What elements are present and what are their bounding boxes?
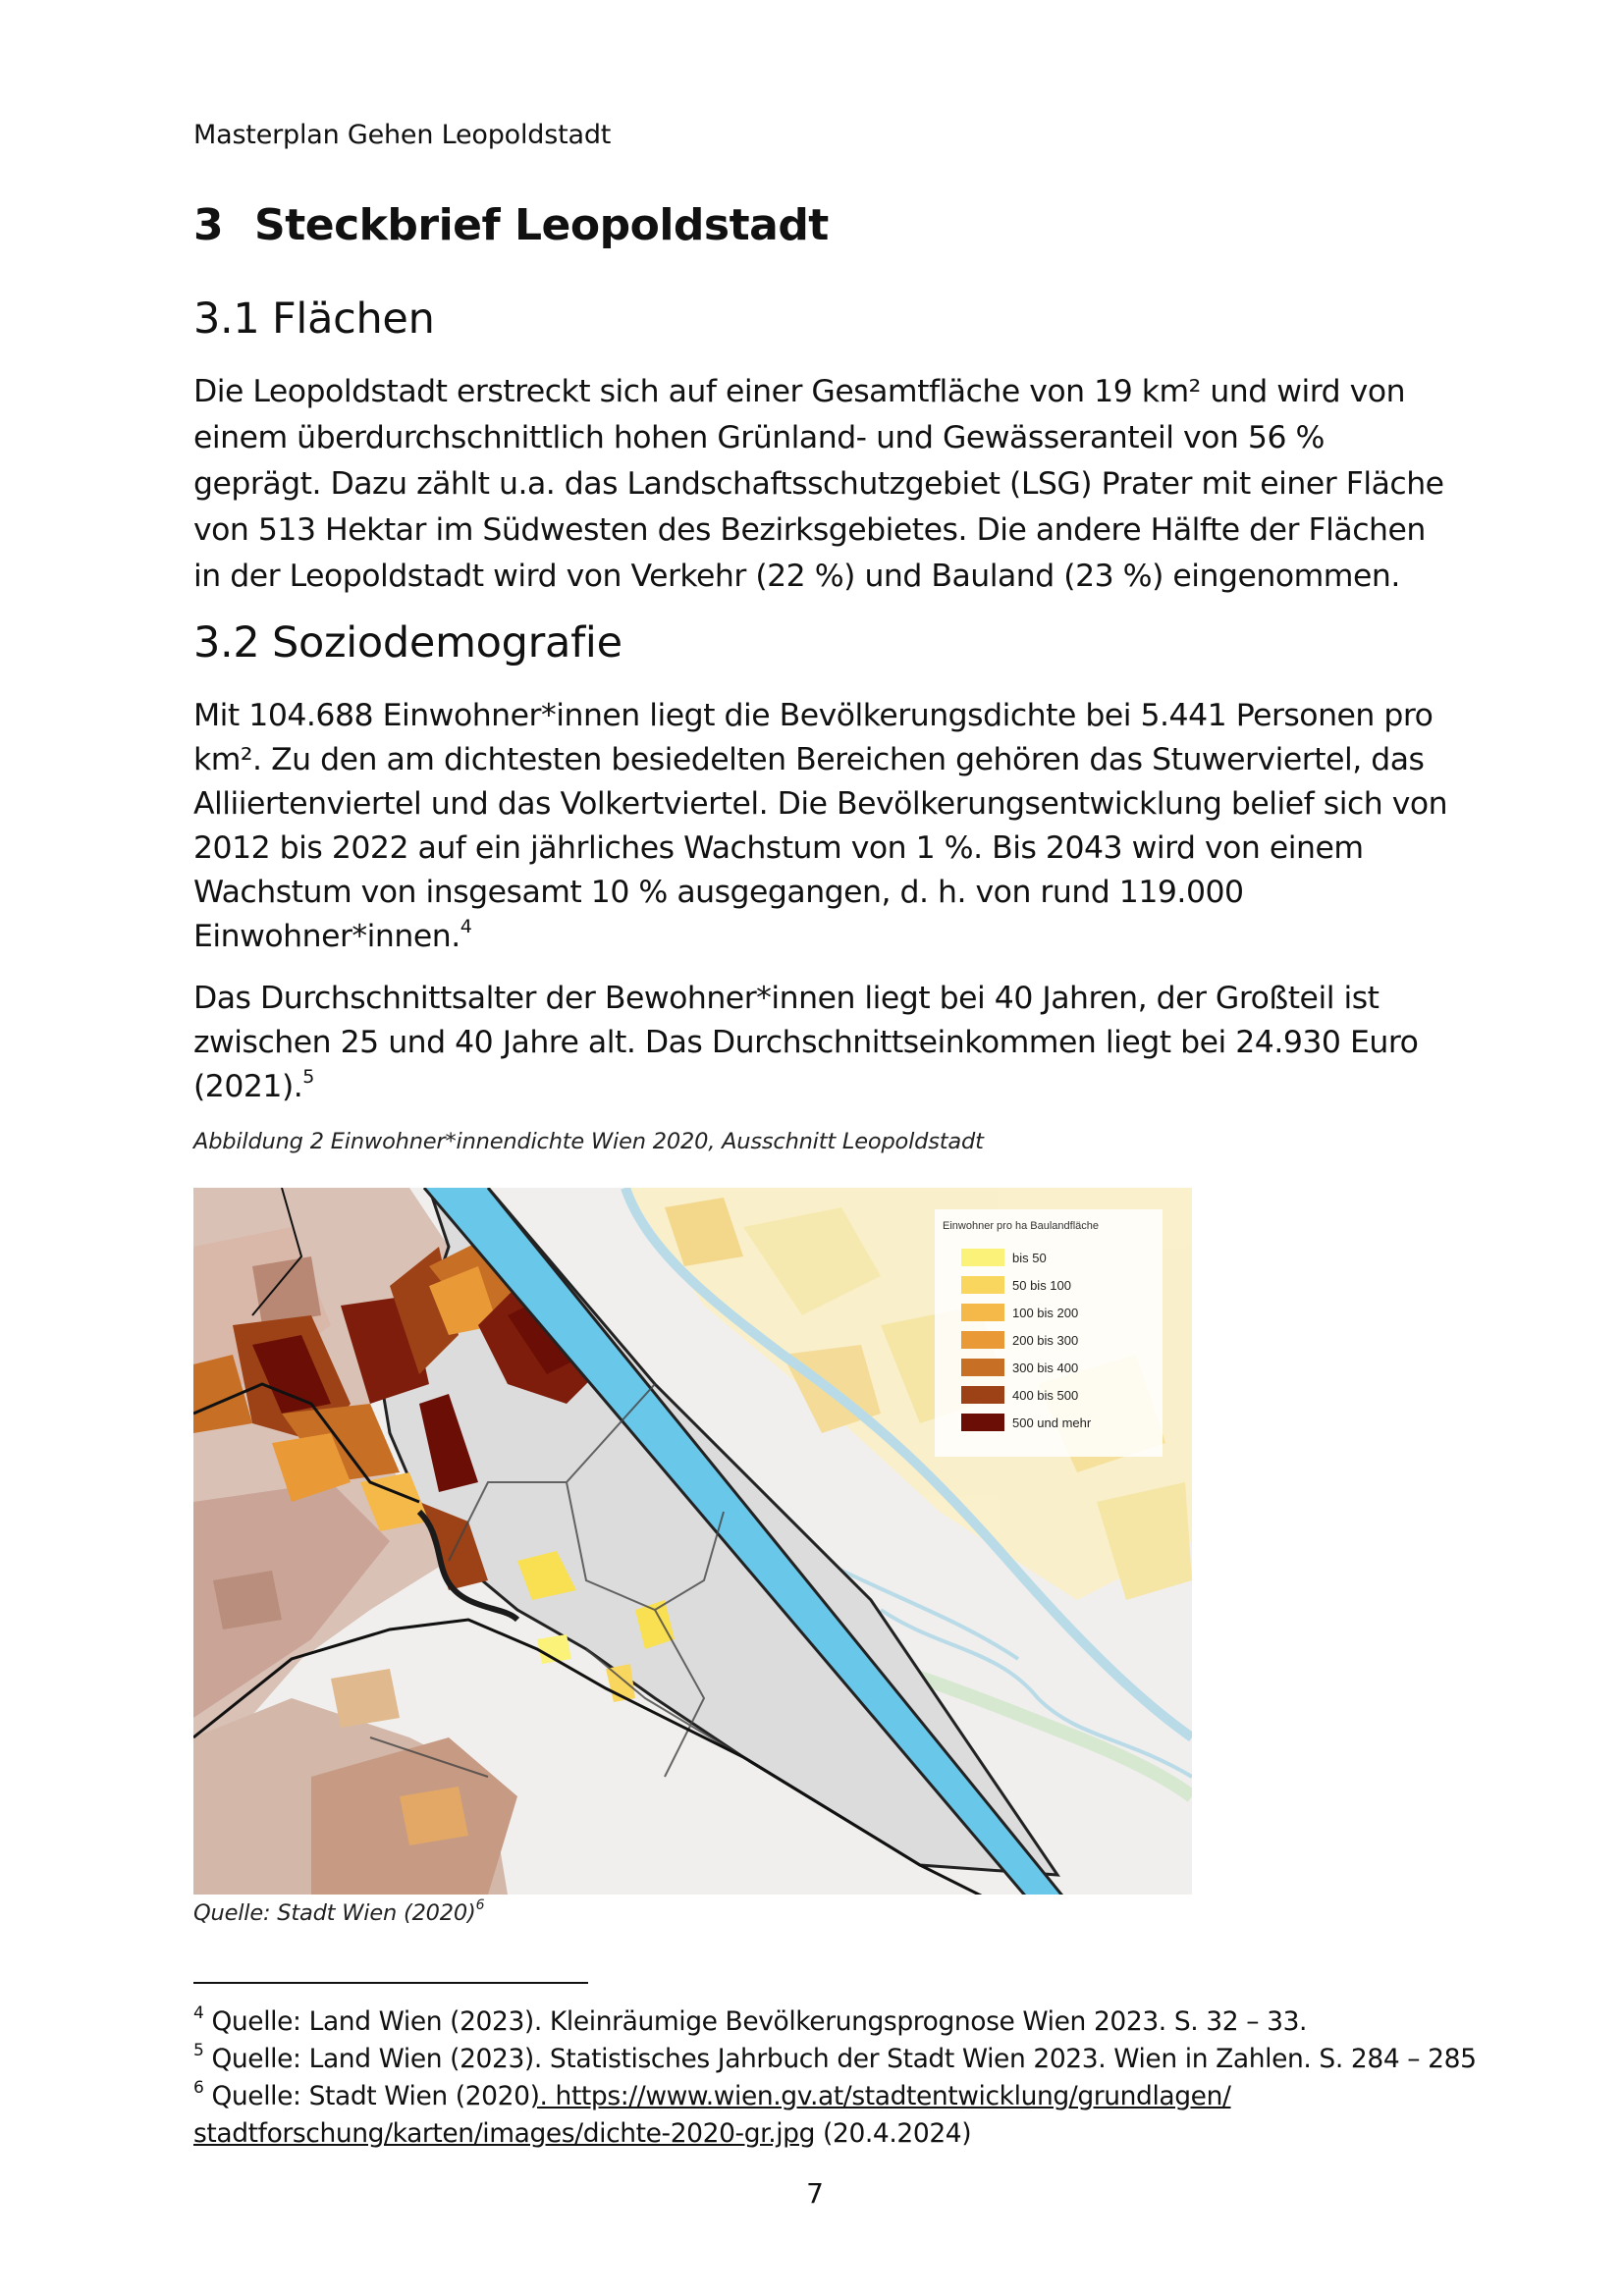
subsection-number: 3.2 [193, 618, 260, 667]
paragraph-text: Das Durchschnittsalter der Bewohner*innen liegt bei 40 Jahren, der Großteil ist zwischen 25 und 40 Jahre alt. Das Durchschnittseinkommen liegt bei 24.930 Euro (2021). [193, 981, 1419, 1104]
paragraph-bevoelkerung [193, 694, 1460, 959]
footnote-ref-4[interactable]: 4 [460, 915, 472, 937]
map-legend [935, 1209, 1163, 1457]
footnote-6 [193, 2078, 1231, 2111]
source-text: Quelle: Stadt Wien (2020) [193, 1900, 476, 1926]
legend-label: 100 bis 200 [1012, 1306, 1079, 1320]
footnote-6-continued [193, 2118, 971, 2149]
legend-label: 200 bis 300 [1012, 1333, 1079, 1348]
legend-label: 500 und mehr [1012, 1415, 1092, 1430]
section-title: Steckbrief Leopoldstadt [254, 200, 829, 250]
paragraph-alter-einkommen [193, 977, 1460, 1109]
density-map [193, 1188, 1192, 1895]
legend-swatch [961, 1249, 1004, 1266]
footnote-number: 4 [193, 2003, 204, 2024]
page-number: 7 [806, 2177, 824, 2210]
paragraph-text: Mit 104.688 Einwohner*innen liegt die Bevölkerungsdichte bei 5.441 Personen pro km². Zu den am dichtesten besiedelten Bereichen gehören das Stuwerviertel, das Alliiertenviertel und das Volkertviertel. Die Bevölkerungsentwicklung belief sich von 2012 bis 2022 auf ein jährliches Wachstum von 1 %. Bis 2043 wird von einem Wachstum von insgesamt 10 % ausgegangen, d. h. von rund 119.000 Einwohner*innen. [193, 698, 1448, 954]
subsection-heading-flaechen [193, 294, 435, 344]
footnote-ref-6[interactable]: 6 [475, 1896, 485, 1913]
footnote-4 [193, 2003, 1308, 2037]
footnote-text: Quelle: Land Wien (2023). Statistisches Jahrbuch der Stadt Wien 2023. Wien in Zahlen. S. 284 – 285 [211, 2044, 1477, 2074]
legend-swatch [961, 1359, 1004, 1376]
subsection-title: Soziodemografie [272, 618, 622, 667]
section-heading [193, 200, 829, 250]
legend-swatch [961, 1276, 1004, 1294]
paragraph-flaechen: Die Leopoldstadt erstreckt sich auf einer Gesamtfläche von 19 km² und wird von einem überdurchschnittlich hohen Grünland- und Gewässeranteil von 56 % geprägt. Dazu zählt u.a. das Landschaftsschutzgebiet (LSG) Prater mit einer Fläche von 513 Hektar im Südwesten des Bezirksgebietes. Die andere Hälfte der Flächen in der Leopoldstadt wird von Verkehr (22 %) und Bauland (23 %) eingenommen. [193, 374, 1444, 594]
footnote-number: 5 [193, 2041, 204, 2061]
legend-title: Einwohner pro ha Baulandfläche [943, 1220, 1100, 1232]
figure-caption: Abbildung 2 Einwohner*innendichte Wien 2020, Ausschnitt Leopoldstadt [193, 1129, 984, 1154]
subsection-number: 3.1 [193, 294, 260, 344]
running-header: Masterplan Gehen Leopoldstadt [193, 120, 612, 150]
section-number: 3 [193, 200, 224, 250]
legend-label: 50 bis 100 [1012, 1278, 1071, 1293]
legend-label: 400 bis 500 [1012, 1388, 1079, 1403]
legend-label: bis 50 [1012, 1251, 1047, 1265]
subsection-title: Flächen [272, 294, 435, 344]
legend-label: 300 bis 400 [1012, 1361, 1079, 1375]
footnote-number: 6 [193, 2078, 204, 2099]
footnote-divider [193, 1982, 588, 1984]
footnote-text: Quelle: Stadt Wien (2020 [211, 2081, 530, 2111]
footnote-5 [193, 2041, 1477, 2074]
footnote-ref-5[interactable]: 5 [302, 1065, 314, 1088]
legend-swatch [961, 1386, 1004, 1404]
footnote-link[interactable]: ). https://www.wien.gv.at/stadtentwicklung/grundlagen/ [529, 2081, 1231, 2111]
footnote-link-continued[interactable]: stadtforschung/karten/images/dichte-2020-gr.jpg [193, 2118, 816, 2149]
footnote-tail: (20.4.2024) [815, 2118, 972, 2149]
legend-swatch [961, 1331, 1004, 1349]
legend-swatch [961, 1304, 1004, 1321]
figure-source [193, 1896, 485, 1926]
footnote-text: Quelle: Land Wien (2023). Kleinräumige Bevölkerungsprognose Wien 2023. S. 32 – 33. [211, 2006, 1308, 2037]
subsection-heading-soziodemografie [193, 618, 622, 667]
legend-swatch [961, 1414, 1004, 1431]
